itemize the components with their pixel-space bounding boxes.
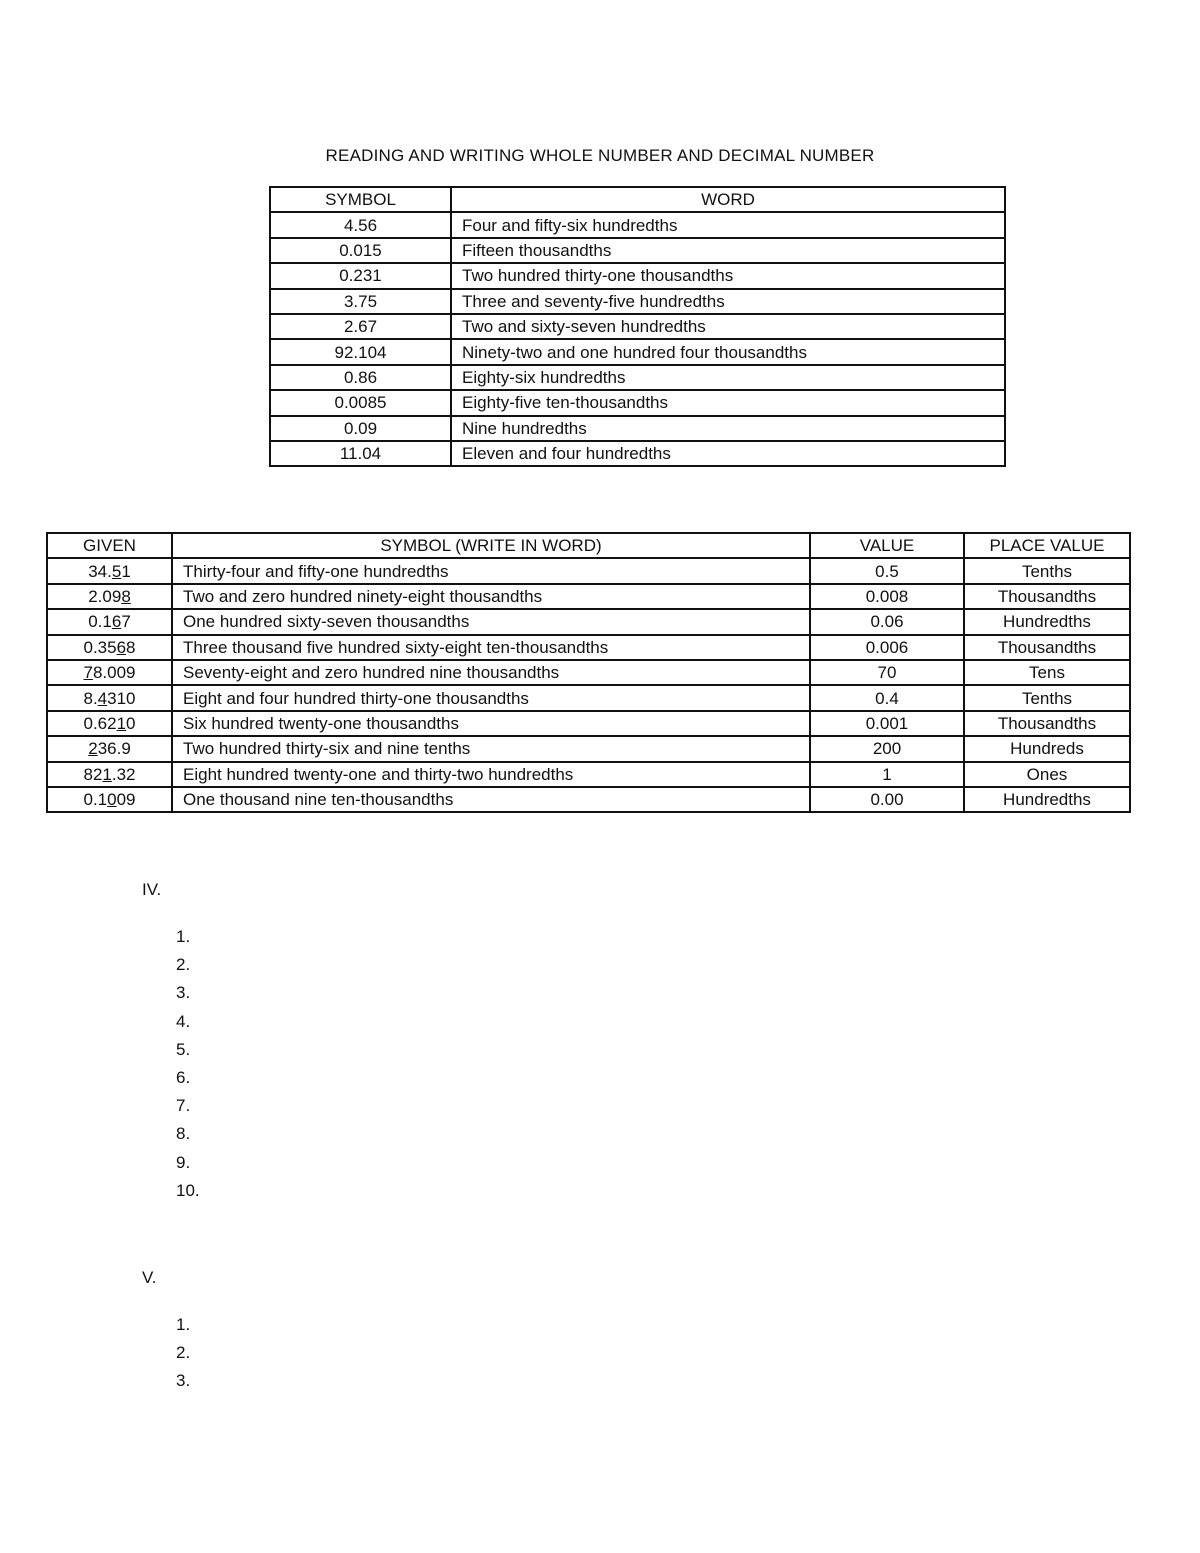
word-cell: Eighty-five ten-thousandths xyxy=(451,390,1005,415)
table-row xyxy=(270,441,1005,466)
given-digits-after: .32 xyxy=(111,764,136,784)
value-cell: 0.001 xyxy=(810,711,964,736)
given-digits-after: 09 xyxy=(116,790,136,810)
value-cell: 1 xyxy=(810,762,964,787)
word-cell: Two hundred thirty-one thousandths xyxy=(451,263,1005,288)
value-cell: 0.06 xyxy=(810,609,964,634)
list-item-number: 1. xyxy=(176,1315,191,1334)
column-header-place-value: PLACE VALUE xyxy=(964,533,1130,558)
given-digits-before: 82 xyxy=(83,764,103,784)
value-cell: 0.006 xyxy=(810,635,964,660)
page-title: READING AND WRITING WHOLE NUMBER AND DECIMAL NUMBER xyxy=(325,146,875,165)
value-cell: 0.008 xyxy=(810,584,964,609)
section-v-list xyxy=(176,1311,190,1396)
section-iv-list xyxy=(176,923,200,1205)
word-cell: Nine hundredths xyxy=(451,416,1005,441)
list-item-number: 6. xyxy=(176,1067,191,1087)
word-cell: Fifteen thousandths xyxy=(451,238,1005,263)
column-header-symbol: SYMBOL xyxy=(270,187,451,212)
given-underlined-digit: 6 xyxy=(111,612,122,632)
given-underlined-digit: 4 xyxy=(97,688,108,708)
place-value-cell: Thousandths xyxy=(964,584,1130,609)
word-cell: Two and zero hundred ninety-eight thousandths xyxy=(172,584,810,609)
given-digits-before: 0.1 xyxy=(88,612,112,632)
given-cell xyxy=(47,660,172,685)
table-header-row xyxy=(47,533,1130,558)
given-digits-before: 8. xyxy=(83,688,98,708)
symbol-cell: 4.56 xyxy=(270,212,451,237)
list-item-number: 2. xyxy=(176,955,191,975)
given-digits-after: 1 xyxy=(121,561,131,581)
table-row xyxy=(270,289,1005,314)
table-row xyxy=(47,685,1130,710)
given-underlined-digit: 0 xyxy=(107,790,117,810)
column-header-word: WORD xyxy=(451,187,1005,212)
list-item-number: 1. xyxy=(176,927,191,946)
given-cell xyxy=(47,635,172,660)
column-header-given: GIVEN xyxy=(47,533,172,558)
given-underlined-digit: 5 xyxy=(111,561,122,581)
given-digits-after: 310 xyxy=(107,688,136,708)
symbol-cell: 3.75 xyxy=(270,289,451,314)
place-value-cell: Tenths xyxy=(964,685,1130,710)
table-row xyxy=(47,635,1130,660)
symbol-cell: 0.86 xyxy=(270,365,451,390)
given-cell xyxy=(47,736,172,761)
table-row xyxy=(47,660,1130,685)
list-item-number: 7. xyxy=(176,1096,191,1116)
given-underlined-digit: 1 xyxy=(102,764,112,784)
section-v-label: V. xyxy=(142,1268,157,1287)
given-digits-before: 0.1 xyxy=(83,790,108,810)
given-cell xyxy=(47,762,172,787)
place-value-table xyxy=(46,532,1131,813)
table-row xyxy=(270,416,1005,441)
table-row xyxy=(47,711,1130,736)
value-cell: 0.00 xyxy=(810,787,964,812)
table-row xyxy=(270,339,1005,364)
word-cell: Ninety-two and one hundred four thousandths xyxy=(451,339,1005,364)
list-item-number: 3. xyxy=(176,983,191,1003)
value-cell: 70 xyxy=(810,660,964,685)
place-value-cell: Thousandths xyxy=(964,711,1130,736)
word-cell: Two and sixty-seven hundredths xyxy=(451,314,1005,339)
given-digits-after: 36.9 xyxy=(97,739,131,759)
word-cell: Thirty-four and fifty-one hundredths xyxy=(172,558,810,583)
table-row xyxy=(47,558,1130,583)
word-cell: Four and fifty-six hundredths xyxy=(451,212,1005,237)
given-cell xyxy=(47,558,172,583)
place-value-cell: Hundredths xyxy=(964,609,1130,634)
symbol-cell: 0.0085 xyxy=(270,390,451,415)
given-digits-after: 7 xyxy=(121,612,131,632)
list-item-number: 5. xyxy=(176,1039,191,1059)
place-value-cell: Hundreds xyxy=(964,736,1130,761)
given-digits-before: 0.62 xyxy=(83,713,117,733)
section-iv-label: IV. xyxy=(142,880,162,899)
table-row xyxy=(270,365,1005,390)
value-cell: 0.5 xyxy=(810,558,964,583)
word-cell: Eight hundred twenty-one and thirty-two hundredths xyxy=(172,762,810,787)
symbol-cell: 0.015 xyxy=(270,238,451,263)
column-header-symbol-word: SYMBOL (WRITE IN WORD) xyxy=(172,533,810,558)
given-underlined-digit: 7 xyxy=(83,663,93,683)
table-row xyxy=(270,212,1005,237)
given-cell xyxy=(47,685,172,710)
given-digits-before: 34. xyxy=(88,561,112,581)
word-cell: Eleven and four hundredths xyxy=(451,441,1005,466)
value-cell: 0.4 xyxy=(810,685,964,710)
list-item-number: 4. xyxy=(176,1011,191,1031)
table-row xyxy=(270,390,1005,415)
column-header-value: VALUE xyxy=(810,533,964,558)
symbol-cell: 0.231 xyxy=(270,263,451,288)
place-value-cell: Hundredths xyxy=(964,787,1130,812)
given-underlined-digit: 8 xyxy=(121,586,131,606)
word-cell: Six hundred twenty-one thousandths xyxy=(172,711,810,736)
place-value-cell: Tens xyxy=(964,660,1130,685)
given-underlined-digit: 2 xyxy=(88,739,98,759)
given-digits-before: 2.09 xyxy=(88,586,122,606)
table-row xyxy=(47,584,1130,609)
symbol-cell: 2.67 xyxy=(270,314,451,339)
table-row xyxy=(270,263,1005,288)
place-value-cell: Tenths xyxy=(964,558,1130,583)
given-cell xyxy=(47,711,172,736)
word-cell: Seventy-eight and zero hundred nine thousandths xyxy=(172,660,810,685)
word-cell: One hundred sixty-seven thousandths xyxy=(172,609,810,634)
word-cell: Three and seventy-five hundredths xyxy=(451,289,1005,314)
place-value-cell: Ones xyxy=(964,762,1130,787)
word-cell: One thousand nine ten-thousandths xyxy=(172,787,810,812)
word-cell: Three thousand five hundred sixty-eight ten-thousandths xyxy=(172,635,810,660)
place-value-cell: Thousandths xyxy=(964,635,1130,660)
table-row xyxy=(47,736,1130,761)
symbol-word-table xyxy=(269,186,1006,467)
given-digits-before: 0.35 xyxy=(83,637,117,657)
list-item-number: 8. xyxy=(176,1124,191,1144)
word-cell: Two hundred thirty-six and nine tenths xyxy=(172,736,810,761)
given-digits-after: 8.009 xyxy=(92,663,136,683)
table-header-row xyxy=(270,187,1005,212)
list-item-number: 10. xyxy=(176,1180,200,1200)
table-row xyxy=(47,787,1130,812)
list-item-number: 3. xyxy=(176,1371,191,1391)
value-cell: 200 xyxy=(810,736,964,761)
given-cell xyxy=(47,787,172,812)
list-item-number: 2. xyxy=(176,1343,191,1363)
symbol-cell: 0.09 xyxy=(270,416,451,441)
table-row xyxy=(47,609,1130,634)
table-row xyxy=(270,238,1005,263)
given-cell xyxy=(47,609,172,634)
symbol-cell: 92.104 xyxy=(270,339,451,364)
list-item-number: 9. xyxy=(176,1152,191,1172)
symbol-cell: 11.04 xyxy=(270,441,451,466)
given-underlined-digit: 6 xyxy=(116,637,127,657)
word-cell: Eight and four hundred thirty-one thousandths xyxy=(172,685,810,710)
given-digits-after: 0 xyxy=(126,713,136,733)
given-underlined-digit: 1 xyxy=(116,713,127,733)
given-cell xyxy=(47,584,172,609)
given-digits-after: 8 xyxy=(126,637,136,657)
table-row xyxy=(270,314,1005,339)
word-cell: Eighty-six hundredths xyxy=(451,365,1005,390)
table-row xyxy=(47,762,1130,787)
